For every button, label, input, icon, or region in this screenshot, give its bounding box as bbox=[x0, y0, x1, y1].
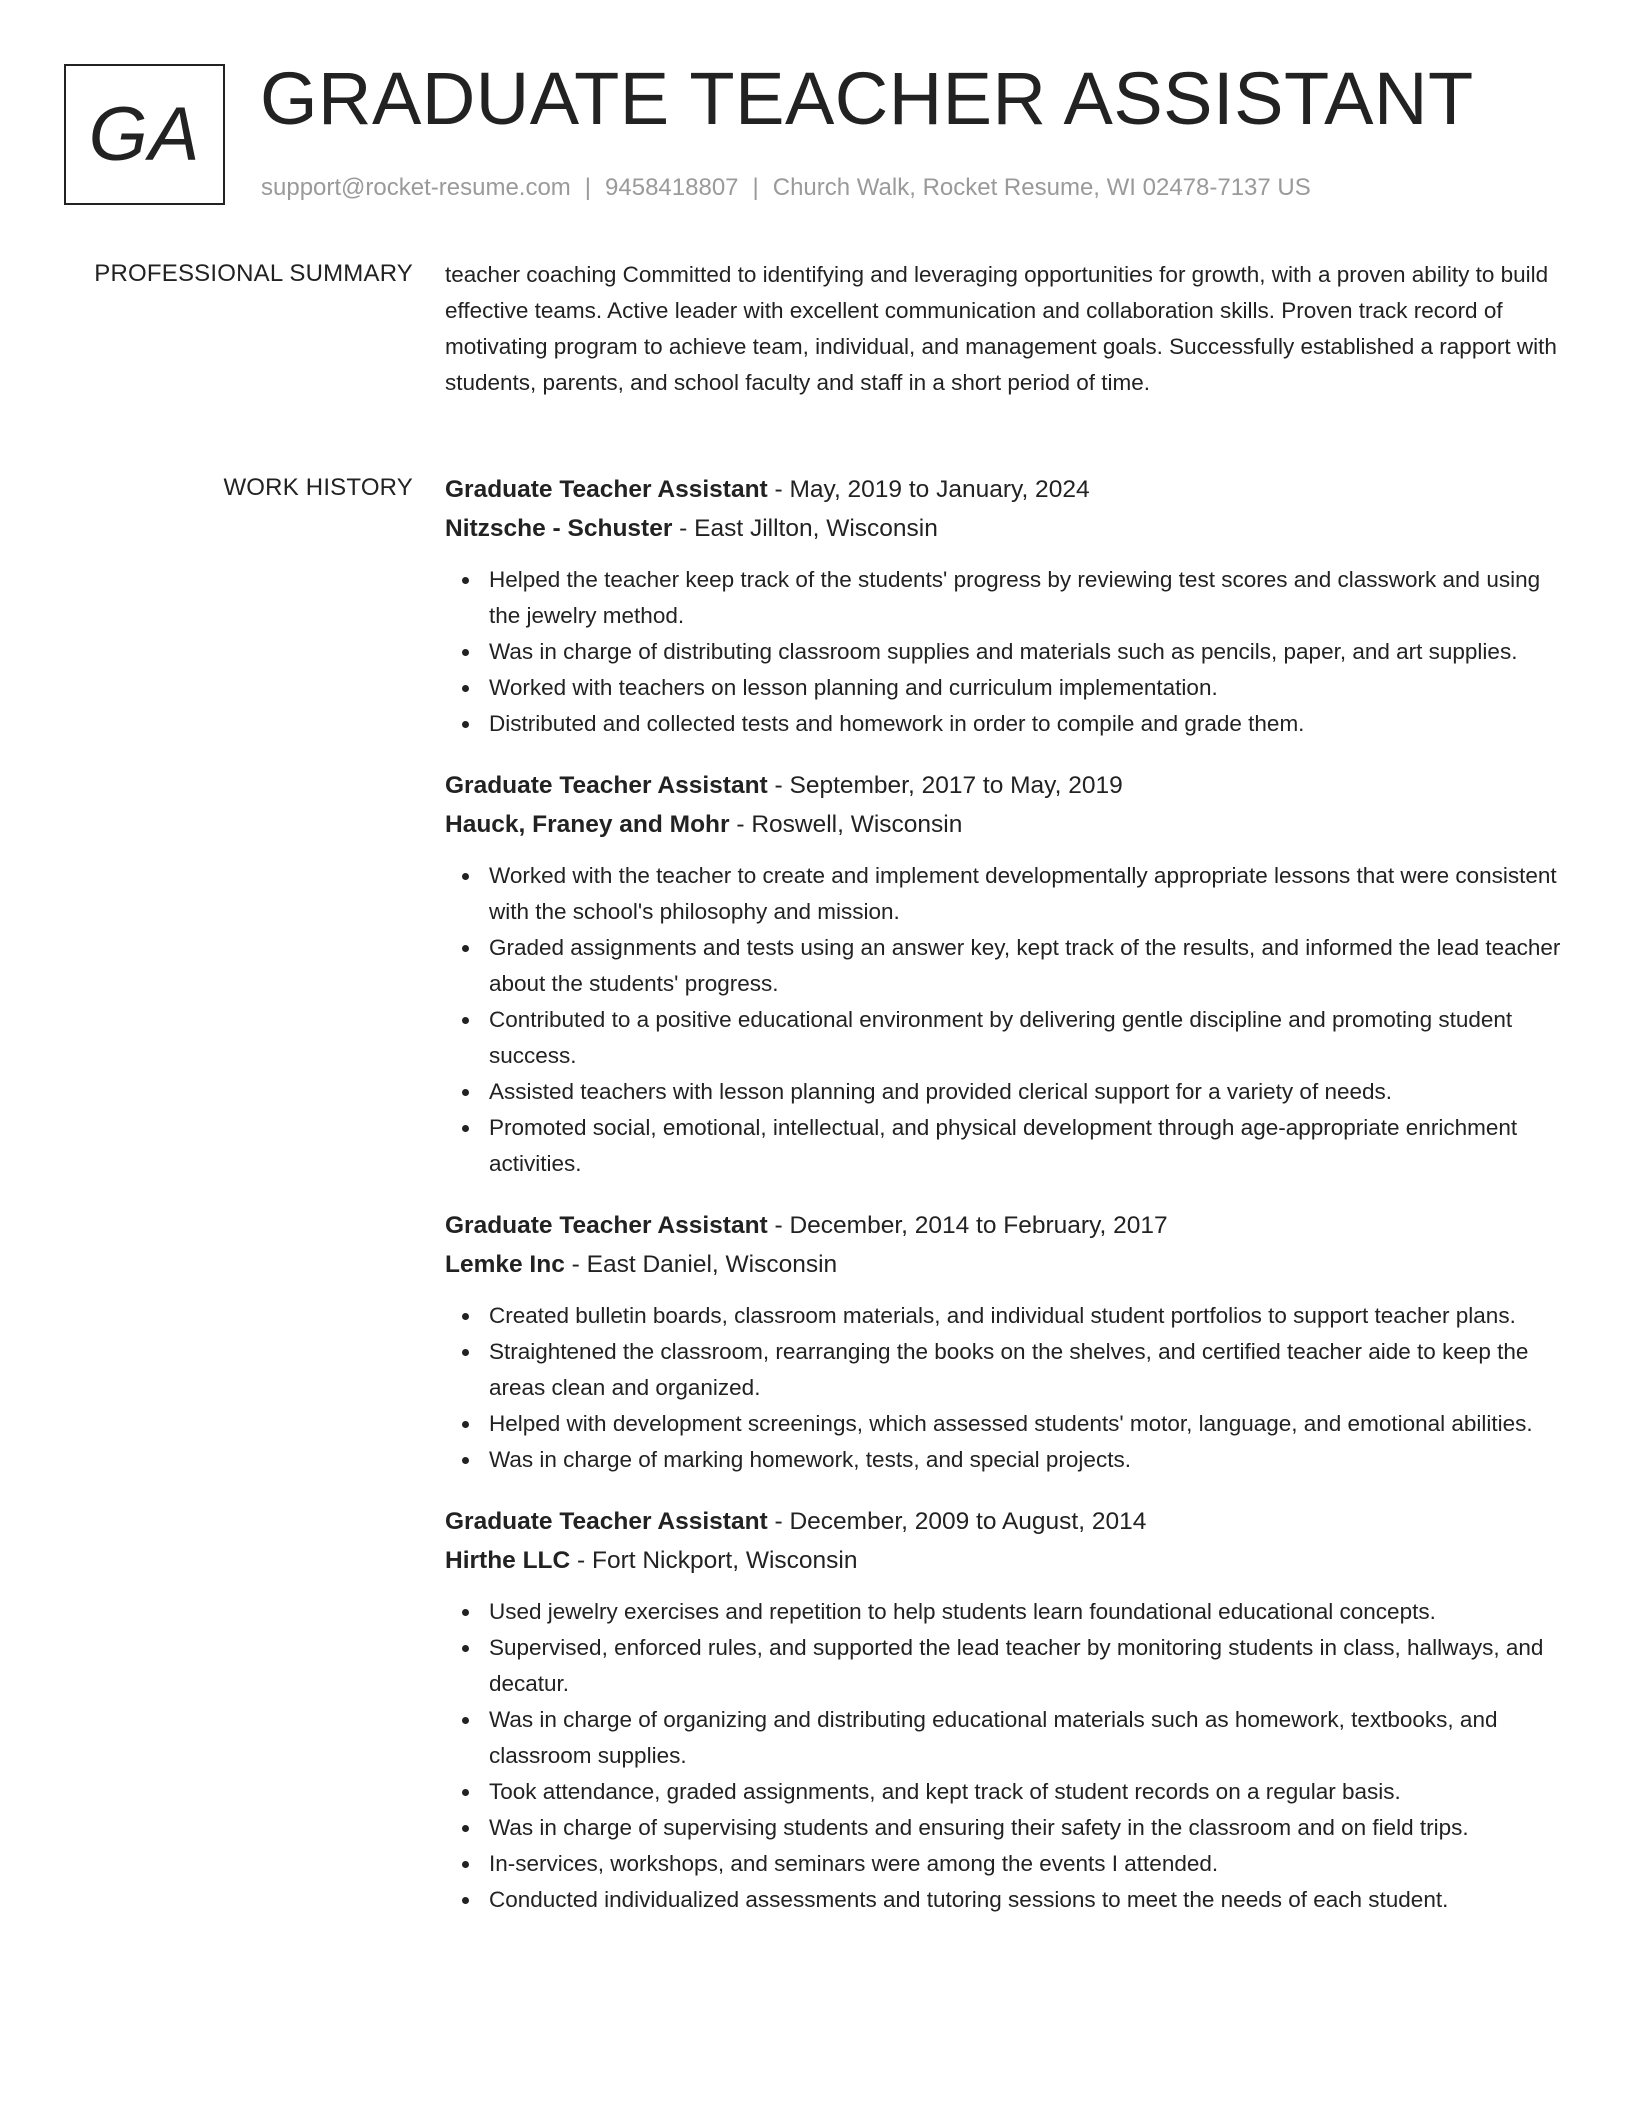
job-company: Nitzsche - Schuster bbox=[445, 515, 673, 542]
job-bullet: Worked with teachers on lesson planning and curriculum implementation. bbox=[489, 670, 1565, 706]
job-location: - East Jillton, Wisconsin bbox=[672, 515, 938, 542]
job-bullet: Was in charge of marking homework, tests, and special projects. bbox=[489, 1442, 1565, 1478]
job-bullet: Took attendance, graded assignments, and kept track of student records on a regular basis. bbox=[489, 1774, 1565, 1810]
job-bullet: Distributed and collected tests and homework in order to compile and grade them. bbox=[489, 706, 1565, 742]
job-bullet: Promoted social, emotional, intellectual, and physical development through age-appropriate enrichment activities. bbox=[489, 1110, 1565, 1182]
summary-text: teacher coaching Committed to identifying and leveraging opportunities for growth, with a proven ability to build effective teams. Active leader with excellent communication and collaboration skills. Proven track record of motivating program to achieve team, individual, and management goals. Successfully established a rapport with students, parents, and school faculty and staff in a short period of time. bbox=[445, 262, 1557, 395]
summary-body bbox=[445, 257, 1565, 401]
resume-title: GRADUATE TEACHER ASSISTANT bbox=[260, 57, 1474, 140]
job-bullet: Graded assignments and tests using an answer key, kept track of the results, and informed the lead teacher about the students' progress. bbox=[489, 930, 1565, 1002]
section-label-summary: PROFESSIONAL SUMMARY bbox=[94, 260, 413, 287]
job-bullets bbox=[445, 1298, 1565, 1478]
job-title-line bbox=[445, 766, 1565, 805]
job-location: - Fort Nickport, Wisconsin bbox=[570, 1547, 858, 1574]
job-title: Graduate Teacher Assistant bbox=[445, 1508, 768, 1535]
job-bullet: Helped with development screenings, which assessed students' motor, language, and emotional abilities. bbox=[489, 1406, 1565, 1442]
contact-line bbox=[261, 176, 1311, 200]
contact-email: support@rocket-resume.com bbox=[261, 174, 571, 201]
job-bullet: Worked with the teacher to create and implement developmentally appropriate lessons that were consistent with the school's philosophy and mission. bbox=[489, 858, 1565, 930]
job-title-line bbox=[445, 1502, 1565, 1541]
job-company-line bbox=[445, 1245, 1565, 1284]
job-bullet: Conducted individualized assessments and tutoring sessions to meet the needs of each student. bbox=[489, 1882, 1565, 1918]
contact-separator: | bbox=[752, 174, 759, 201]
job-entry bbox=[445, 766, 1565, 1182]
resume-header bbox=[64, 57, 1564, 214]
job-bullet: Supervised, enforced rules, and supported the lead teacher by monitoring students in class, hallways, and decatur. bbox=[489, 1630, 1565, 1702]
job-entry bbox=[445, 1502, 1565, 1918]
contact-address: Church Walk, Rocket Resume, WI 02478-7137 US bbox=[772, 174, 1311, 201]
job-dates: - December, 2014 to February, 2017 bbox=[767, 1212, 1168, 1239]
job-bullet: Was in charge of organizing and distributing educational materials such as homework, textbooks, and classroom supplies. bbox=[489, 1702, 1565, 1774]
job-company-line bbox=[445, 805, 1565, 844]
work-history-list bbox=[445, 470, 1565, 1942]
job-bullet: Used jewelry exercises and repetition to help students learn foundational educational concepts. bbox=[489, 1594, 1565, 1630]
job-company-line bbox=[445, 1541, 1565, 1580]
job-bullet: Assisted teachers with lesson planning and provided clerical support for a variety of needs. bbox=[489, 1074, 1565, 1110]
job-bullet: Was in charge of supervising students and ensuring their safety in the classroom and on field trips. bbox=[489, 1810, 1565, 1846]
job-entry bbox=[445, 1206, 1565, 1478]
monogram-badge: GA bbox=[64, 64, 225, 205]
job-title: Graduate Teacher Assistant bbox=[445, 1212, 768, 1239]
job-company: Lemke Inc bbox=[445, 1251, 565, 1278]
job-bullet: Created bulletin boards, classroom materials, and individual student portfolios to support teacher plans. bbox=[489, 1298, 1565, 1334]
job-bullet: Straightened the classroom, rearranging the books on the shelves, and certified teacher aide to keep the areas clean and organized. bbox=[489, 1334, 1565, 1406]
job-location: - East Daniel, Wisconsin bbox=[564, 1251, 838, 1278]
job-dates: - September, 2017 to May, 2019 bbox=[767, 772, 1123, 799]
job-title-line bbox=[445, 470, 1565, 509]
job-company: Hirthe LLC bbox=[445, 1547, 571, 1574]
section-label-work-history: WORK HISTORY bbox=[223, 474, 413, 501]
job-bullets bbox=[445, 1594, 1565, 1918]
job-dates: - May, 2019 to January, 2024 bbox=[767, 476, 1090, 503]
job-bullet: In-services, workshops, and seminars were among the events I attended. bbox=[489, 1846, 1565, 1882]
job-bullets bbox=[445, 562, 1565, 742]
job-location: - Roswell, Wisconsin bbox=[729, 811, 963, 838]
job-title: Graduate Teacher Assistant bbox=[445, 772, 768, 799]
contact-phone: 9458418807 bbox=[605, 174, 739, 201]
job-bullet: Helped the teacher keep track of the students' progress by reviewing test scores and classwork and using the jewelry method. bbox=[489, 562, 1565, 634]
job-bullet: Contributed to a positive educational environment by delivering gentle discipline and promoting student success. bbox=[489, 1002, 1565, 1074]
job-title: Graduate Teacher Assistant bbox=[445, 476, 768, 503]
job-bullet: Was in charge of distributing classroom supplies and materials such as pencils, paper, and art supplies. bbox=[489, 634, 1565, 670]
job-dates: - December, 2009 to August, 2014 bbox=[767, 1508, 1147, 1535]
job-bullets bbox=[445, 858, 1565, 1182]
job-entry bbox=[445, 470, 1565, 742]
job-company: Hauck, Franey and Mohr bbox=[445, 811, 730, 838]
job-title-line bbox=[445, 1206, 1565, 1245]
job-company-line bbox=[445, 509, 1565, 548]
contact-separator: | bbox=[584, 174, 592, 201]
